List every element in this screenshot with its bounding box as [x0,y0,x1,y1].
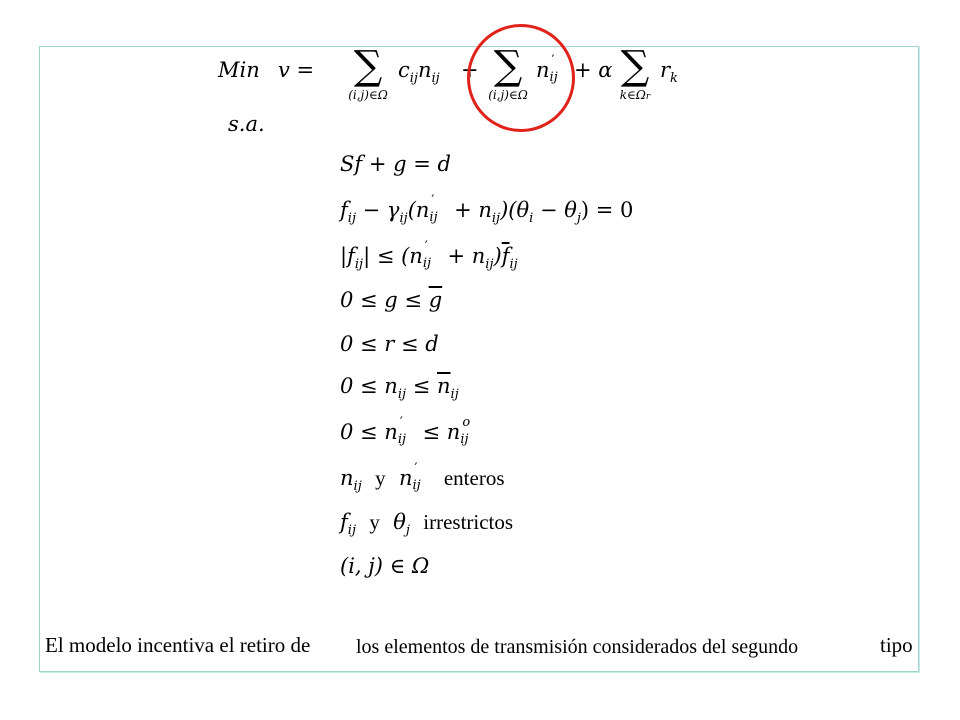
constraint-new-lines: $0 \le n_{ij} \le \overline{n}_{ij}$ [340,374,459,402]
term-cost: $c_{ij}n_{ij}$ [398,58,440,86]
constraint-flow: $f_{ij} - \gamma_{ij}(n$ ′ ij + $n_{ij})(\theta_i - \theta_j) = 0$ [340,193,634,226]
constraint-capacity: $|f_{ij}| \le (n$ ′ ij + $n_{ij})\overline{f}_{ij}$ [340,239,518,272]
highlight-circle [467,24,575,132]
sum-1-limit: (i,j)∈Ω [348,88,388,102]
sum-2-limit: (i,j)∈Ω [488,88,528,102]
subject-to-label: s.a. [228,112,265,136]
sum-3 [610,43,660,102]
sum-3-glyph: ∑ [620,43,650,89]
term-r: $r_k$ [660,58,678,86]
constraint-rationing: 0 ≤ r ≤ d [340,332,439,356]
constraint-generation: $0 \le g \le \overline{g}$ [340,288,443,312]
min-label: Min [218,58,260,82]
constraint-integer: $n_{ij}$ y n ′ ij enteros [340,461,505,494]
sum-1-glyph: ∑ [353,43,383,89]
sum-1 [338,43,398,102]
constraint-balance: Sf + g = d [340,152,451,176]
constraint-set: (i, j) ∈ Ω [340,554,430,578]
caption-part-2: los elementos de transmisión considerados del segundo [356,636,799,658]
plus-alpha: + α [574,58,613,82]
sum-3-limit: k∈Ωr [619,88,651,102]
slide-frame [39,43,919,672]
v-equals: v = [278,58,315,82]
caption-part-3: tipo [880,633,913,657]
constraint-existing-lines: 0 ≤ n ′ ij ≤ n o ij [340,415,471,447]
term-removed: n ′ ij [536,53,558,85]
constraint-unrestricted: $f_{ij}$ y $\theta_j$ irrestrictos [340,510,514,538]
sum-2-glyph: ∑ [493,43,523,89]
plus-1: + [461,58,479,82]
caption-part-1: El modelo incentiva el retiro de [45,633,311,657]
